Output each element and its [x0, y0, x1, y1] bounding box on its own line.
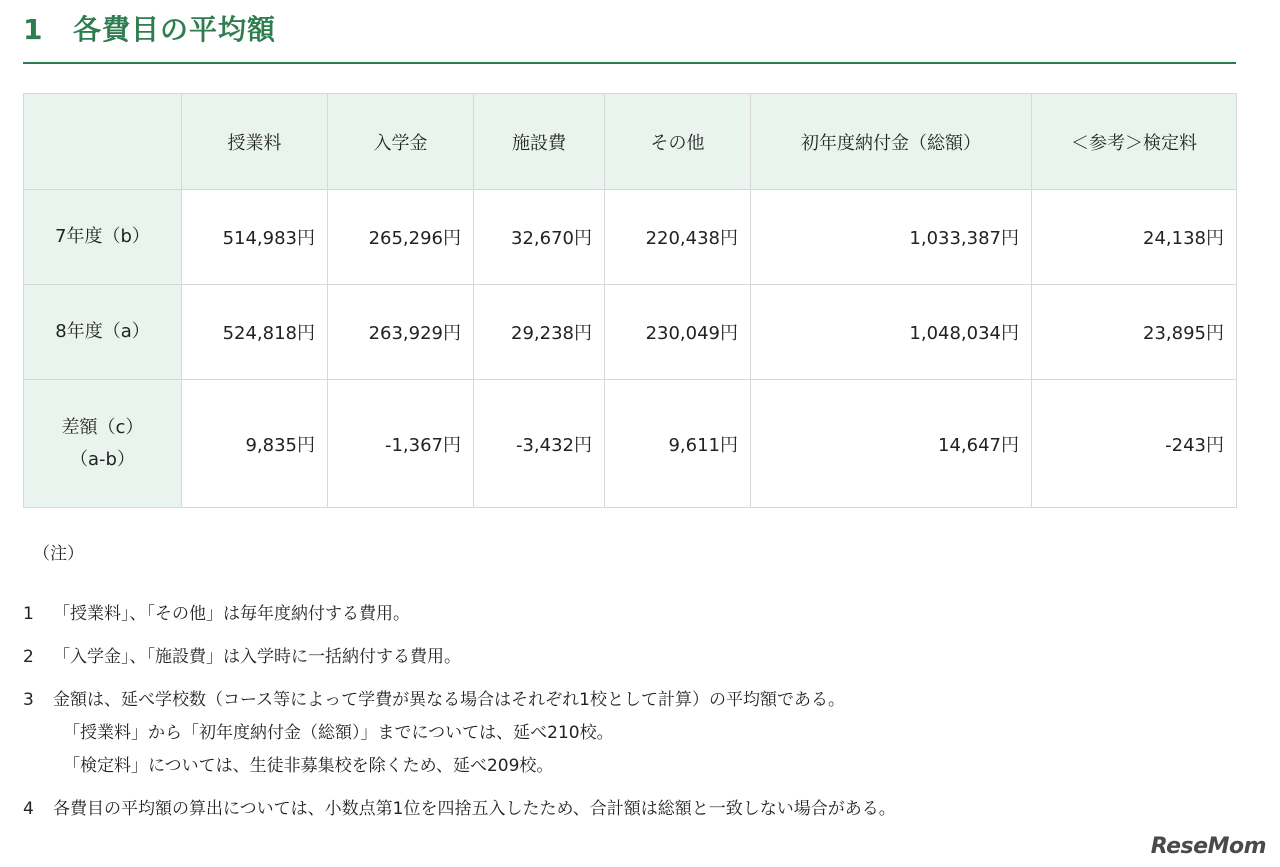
table-cell: 263,929円	[328, 285, 474, 380]
notes-section	[23, 538, 1243, 836]
table-header-row	[24, 94, 1237, 190]
row-label-line: 8年度（a）	[55, 321, 150, 342]
header-admission: 入学金	[328, 94, 474, 190]
table-cell: -3,432円	[474, 380, 605, 508]
table-cell: 514,983円	[182, 190, 328, 285]
resemom-logo: ReseMom	[1150, 834, 1266, 859]
header-facility: 施設費	[474, 94, 605, 190]
table-cell: 29,238円	[474, 285, 605, 380]
note-line: 各費目の平均額の算出については、小数点第1位を四捨五入したため、合計額は総額と一致しない場合がある。	[53, 799, 896, 819]
note-line: 金額は、延べ学校数（コース等によって学費が異なる場合はそれぞれ1校として計算）の平均額である。	[53, 690, 845, 710]
row-label-line: 差額（c）	[61, 416, 144, 438]
row-label-line: （a-b）	[70, 448, 135, 470]
table-cell: -1,367円	[328, 380, 474, 508]
section-number: 1	[23, 13, 44, 46]
header-first-year-total: 初年度納付金（総額）	[751, 94, 1032, 190]
note-line: 「入学金」、「施設費」は入学時に一括納付する費用。	[53, 647, 461, 667]
note-item	[23, 641, 1243, 674]
notes-title: （注）	[33, 544, 84, 564]
table-cell: 9,835円	[182, 380, 328, 508]
note-text	[53, 793, 896, 826]
note-number: 2	[23, 647, 34, 667]
header-tuition: 授業料	[182, 94, 328, 190]
header-other: その他	[605, 94, 751, 190]
table-cell: 24,138円	[1032, 190, 1237, 285]
note-line: 「授業料」、「その他」は毎年度納付する費用。	[53, 604, 410, 624]
table-row	[24, 190, 1237, 285]
note-text	[53, 598, 410, 631]
page-title	[23, 8, 1236, 52]
row-label	[24, 190, 182, 285]
notes-list	[23, 598, 1243, 826]
table-cell: 1,048,034円	[751, 285, 1032, 380]
note-number: 3	[23, 690, 34, 710]
table-cell: 23,895円	[1032, 285, 1237, 380]
row-label	[24, 380, 182, 508]
table-cell: 230,049円	[605, 285, 751, 380]
section-heading	[23, 8, 1236, 64]
note-text	[53, 641, 461, 674]
table-cell: 14,647円	[751, 380, 1032, 508]
fee-table	[23, 93, 1237, 508]
table-cell: 524,818円	[182, 285, 328, 380]
note-number: 4	[23, 799, 34, 819]
note-item	[23, 684, 1243, 783]
note-item	[23, 598, 1243, 631]
table-row	[24, 285, 1237, 380]
table-cell: -243円	[1032, 380, 1237, 508]
table-cell: 9,611円	[605, 380, 751, 508]
table-cell: 265,296円	[328, 190, 474, 285]
note-item	[23, 793, 1243, 826]
section-title: 各費目の平均額	[73, 13, 277, 46]
table-cell: 1,033,387円	[751, 190, 1032, 285]
header-corner	[24, 94, 182, 190]
note-line: 「検定料」については、生徒非募集校を除くため、延べ209校。	[63, 756, 554, 776]
row-label	[24, 285, 182, 380]
table-row	[24, 380, 1237, 508]
table-cell: 32,670円	[474, 190, 605, 285]
note-line: 「授業料」から「初年度納付金（総額）」までについては、延べ210校。	[63, 723, 614, 743]
note-number: 1	[23, 604, 34, 624]
note-text	[53, 684, 845, 783]
header-exam-fee: ＜参考＞検定料	[1032, 94, 1237, 190]
row-label-line: 7年度（b）	[55, 226, 150, 247]
table-cell: 220,438円	[605, 190, 751, 285]
